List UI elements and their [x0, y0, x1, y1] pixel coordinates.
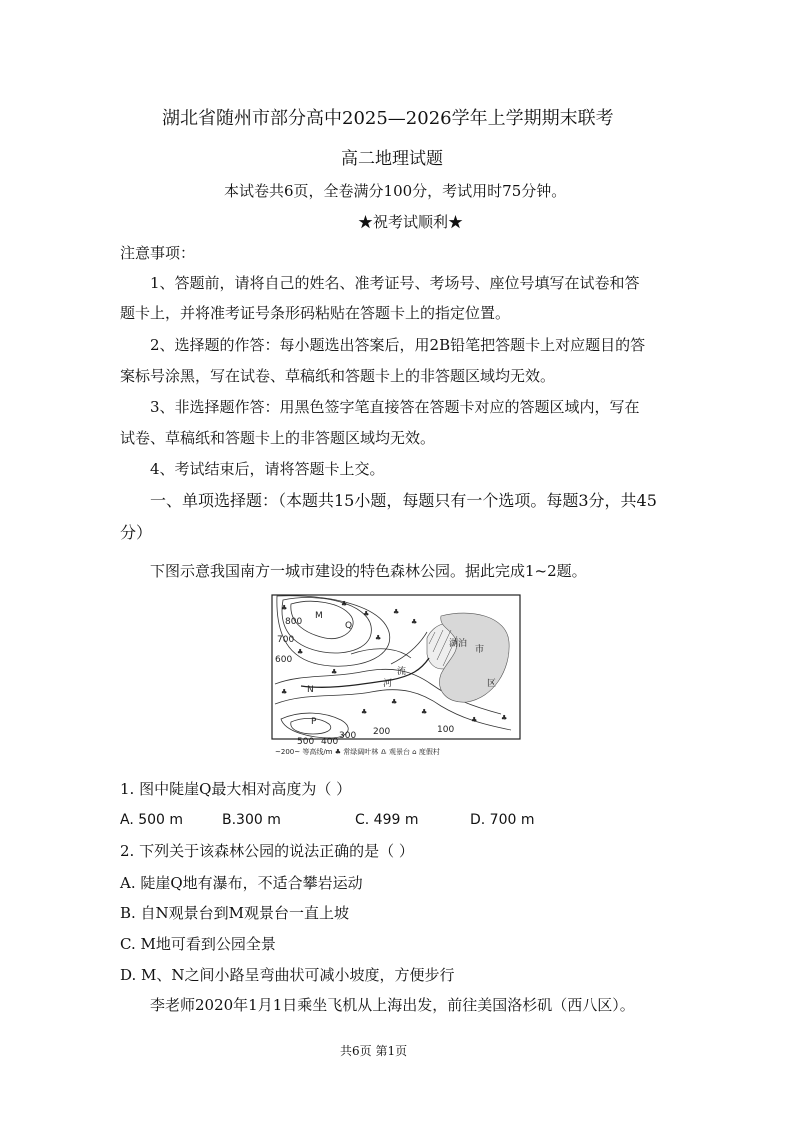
notice-item-4: 4、考试结束后，请将答题卡上交。	[150, 460, 385, 478]
notice-item-2-line-1: 2、选择题的作答：每小题选出答案后，用2B铅笔把答题卡上对应题目的答	[150, 336, 646, 354]
page-title: 湖北省随州市部分高中2025—2026学年上学期期末联考	[162, 108, 614, 129]
section-1-intro: 下图示意我国南方一城市建设的特色森林公园。据此完成1~2题。	[150, 562, 587, 580]
q1-option-a: A. 500 m	[120, 812, 184, 828]
section-1-heading-cont: 分）	[120, 523, 153, 542]
q2-option-a: A. 陡崖Q地有瀑布，不适合攀岩运动	[120, 874, 363, 892]
svg-text:200: 200	[373, 727, 391, 737]
q1-option-d: D. 700 m	[470, 812, 535, 828]
svg-text:N: N	[307, 685, 314, 695]
svg-text:500: 500	[297, 737, 315, 747]
svg-text:♣: ♣	[281, 604, 288, 612]
page-subtitle: 高二地理试题	[341, 149, 443, 169]
svg-text:300: 300	[339, 731, 357, 741]
svg-text:♣: ♣	[281, 688, 288, 696]
svg-text:河: 河	[383, 679, 393, 689]
svg-text:P: P	[311, 717, 317, 727]
svg-text:♣: ♣	[421, 708, 428, 716]
blessing-text: ★祝考试顺利★	[358, 213, 464, 231]
section-1-heading: 一、单项选择题：（本题共15小题，每题只有一个选项。每题3分，共45	[150, 491, 657, 510]
svg-text:流: 流	[397, 667, 407, 677]
svg-text:♣: ♣	[375, 634, 382, 642]
svg-text:♣: ♣	[361, 708, 368, 716]
q2-option-d: D. M、N之间小路呈弯曲状可减小坡度，方便步行	[120, 966, 455, 984]
svg-text:M: M	[315, 611, 323, 621]
q2-option-b: B. 自N观景台到M观景台一直上坡	[120, 904, 350, 922]
svg-text:800: 800	[285, 617, 303, 627]
svg-text:♣: ♣	[393, 608, 400, 616]
notice-item-2-line-2: 案标号涂黑，写在试卷、草稿纸和答题卡上的非答题区域均无效。	[120, 367, 556, 385]
next-question-intro: 李老师2020年1月1日乘坐飞机从上海出发，前往美国洛杉矶（西八区）。	[150, 996, 635, 1014]
svg-text:♣: ♣	[391, 698, 398, 706]
svg-text:♣: ♣	[471, 716, 478, 724]
notice-item-3-line-2: 试卷、草稿纸和答题卡上的非答题区域均无效。	[120, 429, 436, 447]
exam-info: 本试卷共6页，全卷满分100分，考试用时75分钟。	[224, 182, 567, 200]
notice-item-1-line-2: 题卡上，并将准考证号条形码粘贴在答题卡上的指定位置。	[120, 304, 511, 322]
notice-heading: 注意事项：	[120, 244, 196, 262]
q1-option-c: C. 499 m	[355, 812, 419, 828]
svg-text:400: 400	[321, 737, 339, 747]
notice-item-1-line-1: 1、答题前，请将自己的姓名、准考证号、考场号、座位号填写在试卷和答	[150, 274, 640, 292]
page-footer: 共6页 第1页	[340, 1044, 408, 1058]
notice-item-3-line-1: 3、非选择题作答：用黑色签字笔直接答在答题卡对应的答题区域内，写在	[150, 398, 640, 416]
q1-stem: 1. 图中陡崖Q最大相对高度为（ ）	[120, 780, 352, 798]
svg-text:区: 区	[487, 679, 497, 689]
svg-text:700: 700	[277, 635, 295, 645]
svg-text:♣: ♣	[331, 668, 338, 676]
contour-map-svg	[271, 594, 521, 764]
q2-stem: 2. 下列关于该森林公园的说法正确的是（ ）	[120, 842, 414, 860]
svg-text:♣: ♣	[363, 610, 370, 618]
svg-text:Q: Q	[345, 621, 353, 631]
svg-text:湖泊: 湖泊	[449, 639, 468, 649]
map-legend: ~200~ 等高线/m ♣ 常绿阔叶林 ♎ 观景台 ⌂ 度假村	[275, 748, 440, 756]
q1-option-b: B.300 m	[222, 812, 281, 828]
forest-park-map	[271, 594, 521, 764]
svg-text:♣: ♣	[297, 648, 304, 656]
svg-text:♣: ♣	[501, 714, 508, 722]
svg-text:♣: ♣	[341, 600, 348, 608]
q2-option-c: C. M地可看到公园全景	[120, 935, 276, 953]
svg-text:♣: ♣	[411, 618, 418, 626]
svg-text:600: 600	[275, 655, 293, 665]
svg-text:市: 市	[475, 645, 485, 655]
svg-text:100: 100	[437, 725, 455, 735]
